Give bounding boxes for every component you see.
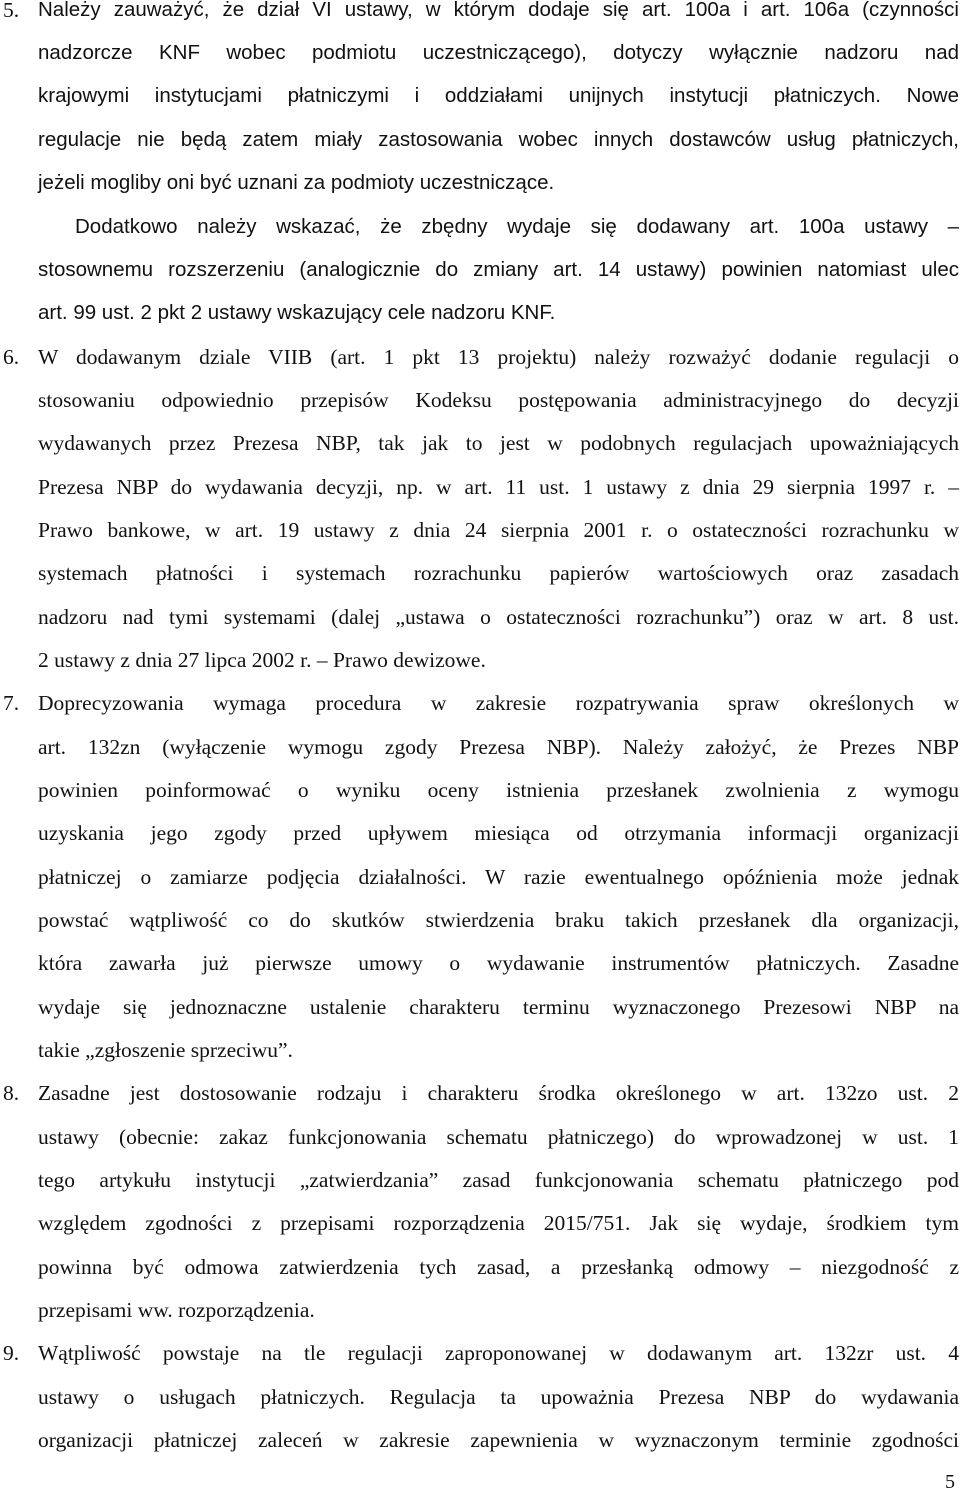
text-line: powinna być odmowa zatwierdzenia tych zasad, a przesłanką odmowy – niezgodność z: [38, 1255, 959, 1279]
text-line: Dodatkowo należy wskazać, że zbędny wydaje się dodawany art. 100a ustawy –: [75, 215, 959, 238]
text-line: powinien poinformować o wyniku oceny istnienia przesłanek zwolnienia z wymogu: [38, 778, 959, 802]
text-line: względem zgodności z przepisami rozporządzenia 2015/751. Jak się wydaje, środkiem tym: [38, 1211, 959, 1235]
text-line: Należy zauważyć, że dział VI ustawy, w którym dodaje się art. 100a i art. 106a (czynności: [38, 0, 959, 21]
text-line: art. 132zn (wyłączenie wymogu zgody Prezesa NBP). Należy założyć, że Prezes NBP: [38, 735, 959, 759]
text-line: płatniczej o zamiarze podjęcia działalności. W razie ewentualnego opóźnienia może jednak: [38, 865, 959, 889]
text-line: stosownemu rozszerzeniu (analogicznie do zmiany art. 14 ustawy) powinien natomiast ulec: [38, 258, 959, 281]
text-line: wydaje się jednoznaczne ustalenie charakteru terminu wyznaczonego Prezesowi NBP na: [38, 995, 959, 1019]
text-line: stosowaniu odpowiednio przepisów Kodeksu postępowania administracyjnego do decyzji: [38, 388, 959, 412]
paragraph-number: 8.: [3, 1081, 20, 1105]
page-number: 5: [945, 1471, 955, 1493]
text-line: krajowymi instytucjami płatniczymi i oddziałami unijnych instytucji płatniczych. Nowe: [38, 84, 959, 107]
text-line: która zawarła już pierwsze umowy o wydawanie instrumentów płatniczych. Zasadne: [38, 951, 959, 975]
text-line: art. 99 ust. 2 pkt 2 ustawy wskazujący cele nadzoru KNF.: [38, 301, 556, 324]
text-line: nadzorcze KNF wobec podmiotu uczestniczącego), dotyczy wyłącznie nadzoru nad: [38, 41, 959, 64]
text-line: Doprecyzowania wymaga procedura w zakresie rozpatrywania spraw określonych w: [38, 691, 959, 715]
paragraph-number: 9.: [3, 1341, 20, 1365]
text-line: systemach płatności i systemach rozrachunku papierów wartościowych oraz zasadach: [38, 561, 959, 585]
text-line: jeżeli mogliby oni być uznani za podmioty uczestniczące.: [38, 171, 555, 194]
text-line: wydawanych przez Prezesa NBP, tak jak to jest w podobnych regulacjach upoważniających: [38, 431, 959, 455]
text-line: regulacje nie będą zatem miały zastosowania wobec innych dostawców usług płatniczych,: [38, 128, 959, 151]
text-line: przepisami ww. rozporządzenia.: [38, 1298, 315, 1322]
text-line: organizacji płatniczej zaleceń w zakresie zapewnienia w wyznaczonym terminie zgodności: [38, 1428, 959, 1452]
text-line: Prezesa NBP do wydawania decyzji, np. w art. 11 ust. 1 ustawy z dnia 29 sierpnia 1997 r. –: [38, 475, 959, 499]
text-line: powstać wątpliwość co do skutków stwierdzenia braku takich przesłanek dla organizacji,: [38, 908, 959, 932]
text-line: ustawy o usługach płatniczych. Regulacja ta upoważnia Prezesa NBP do wydawania: [38, 1385, 959, 1409]
text-line: Prawo bankowe, w art. 19 ustawy z dnia 24 sierpnia 2001 r. o ostateczności rozrachunku w: [38, 518, 959, 542]
text-line: W dodawanym dziale VIIB (art. 1 pkt 13 projektu) należy rozważyć dodanie regulacji o: [38, 345, 959, 369]
paragraph-number: 7.: [3, 691, 20, 715]
text-line: uzyskania jego zgody przed upływem miesiąca od otrzymania informacji organizacji: [38, 821, 959, 845]
text-line: tego artykułu instytucji „zatwierdzania” zasad funkcjonowania schematu płatniczego pod: [38, 1168, 959, 1192]
text-line: ustawy (obecnie: zakaz funkcjonowania schematu płatniczego) do wprowadzonej w ust. 1: [38, 1125, 959, 1149]
text-line: Zasadne jest dostosowanie rodzaju i charakteru środka określonego w art. 132zo ust. 2: [38, 1081, 959, 1105]
paragraph-number: 6.: [3, 345, 20, 369]
text-line: nadzoru nad tymi systemami (dalej „ustawa o ostateczności rozrachunku”) oraz w art. 8 ust.: [38, 605, 959, 629]
text-line: takie „zgłoszenie sprzeciwu”.: [38, 1038, 293, 1062]
text-line: Wątpliwość powstaje na tle regulacji zaproponowanej w dodawanym art. 132zr ust. 4: [38, 1341, 959, 1365]
text-line: 2 ustawy z dnia 27 lipca 2002 r. – Prawo dewizowe.: [38, 648, 486, 672]
paragraph-number: 5.: [3, 0, 20, 22]
